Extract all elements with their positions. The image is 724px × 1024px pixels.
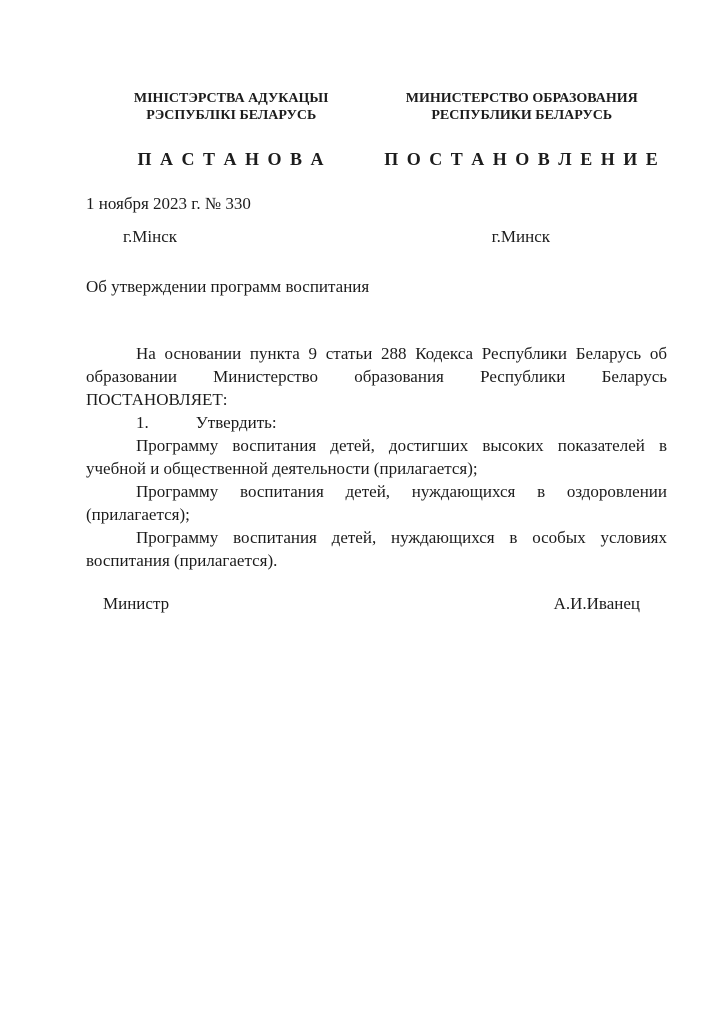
body-line: (прилагается); xyxy=(86,505,190,524)
list-item-number: 1. xyxy=(136,413,149,432)
header-right-russian xyxy=(377,90,668,170)
document-title: Об утверждении программ воспитания xyxy=(86,277,370,296)
signature-row xyxy=(86,592,667,615)
place-left: г.Мінск xyxy=(123,227,178,246)
approved-programs-paragraphs xyxy=(86,434,667,572)
body-line: воспитания (прилагается). xyxy=(86,551,278,570)
body-line: Программу воспитания детей, нуждающихся в оздоровлении xyxy=(136,482,667,501)
document-body xyxy=(86,342,667,572)
org-name-line: МІНІСТЭРСТВА АДУКАЦЫІ xyxy=(133,91,329,106)
header-left-belarusian xyxy=(86,90,377,170)
doc-type-russian: П О С Т А Н О В Л Е Н И Е xyxy=(384,149,660,169)
place-right: г.Минск xyxy=(491,227,550,246)
body-line: образовании Министерство образования Республики Беларусь xyxy=(86,367,667,386)
org-name-line: МИНИСТЕРСТВО ОБРАЗОВАНИЯ xyxy=(405,91,638,106)
body-line: учебной и общественной деятельности (прилагается); xyxy=(86,459,478,478)
preamble-paragraph xyxy=(86,342,667,411)
body-line: Программу воспитания детей, нуждающихся в особых условиях xyxy=(136,528,667,547)
document-header xyxy=(86,90,667,170)
date-number-line: 1 ноября 2023 г. № 330 xyxy=(86,194,251,213)
signature-name: А.И.Иванец xyxy=(553,594,640,613)
body-line: ПОСТАНОВЛЯЕТ: xyxy=(86,390,228,409)
body-line: На основании пункта 9 статьи 288 Кодекса Республики Беларусь об xyxy=(136,344,667,363)
list-item-1 xyxy=(86,411,667,434)
body-line: Программу воспитания детей, достигших высоких показателей в xyxy=(136,436,667,455)
doc-type-belarusian: П А С Т А Н О В А xyxy=(137,149,325,169)
org-name-line: РЭСПУБЛІКІ БЕЛАРУСЬ xyxy=(146,108,317,123)
org-name-line: РЕСПУБЛИКИ БЕЛАРУСЬ xyxy=(431,108,613,123)
list-item-text: Утвердить: xyxy=(195,413,277,432)
place-row xyxy=(86,225,667,248)
signature-role: Министр xyxy=(103,594,170,613)
